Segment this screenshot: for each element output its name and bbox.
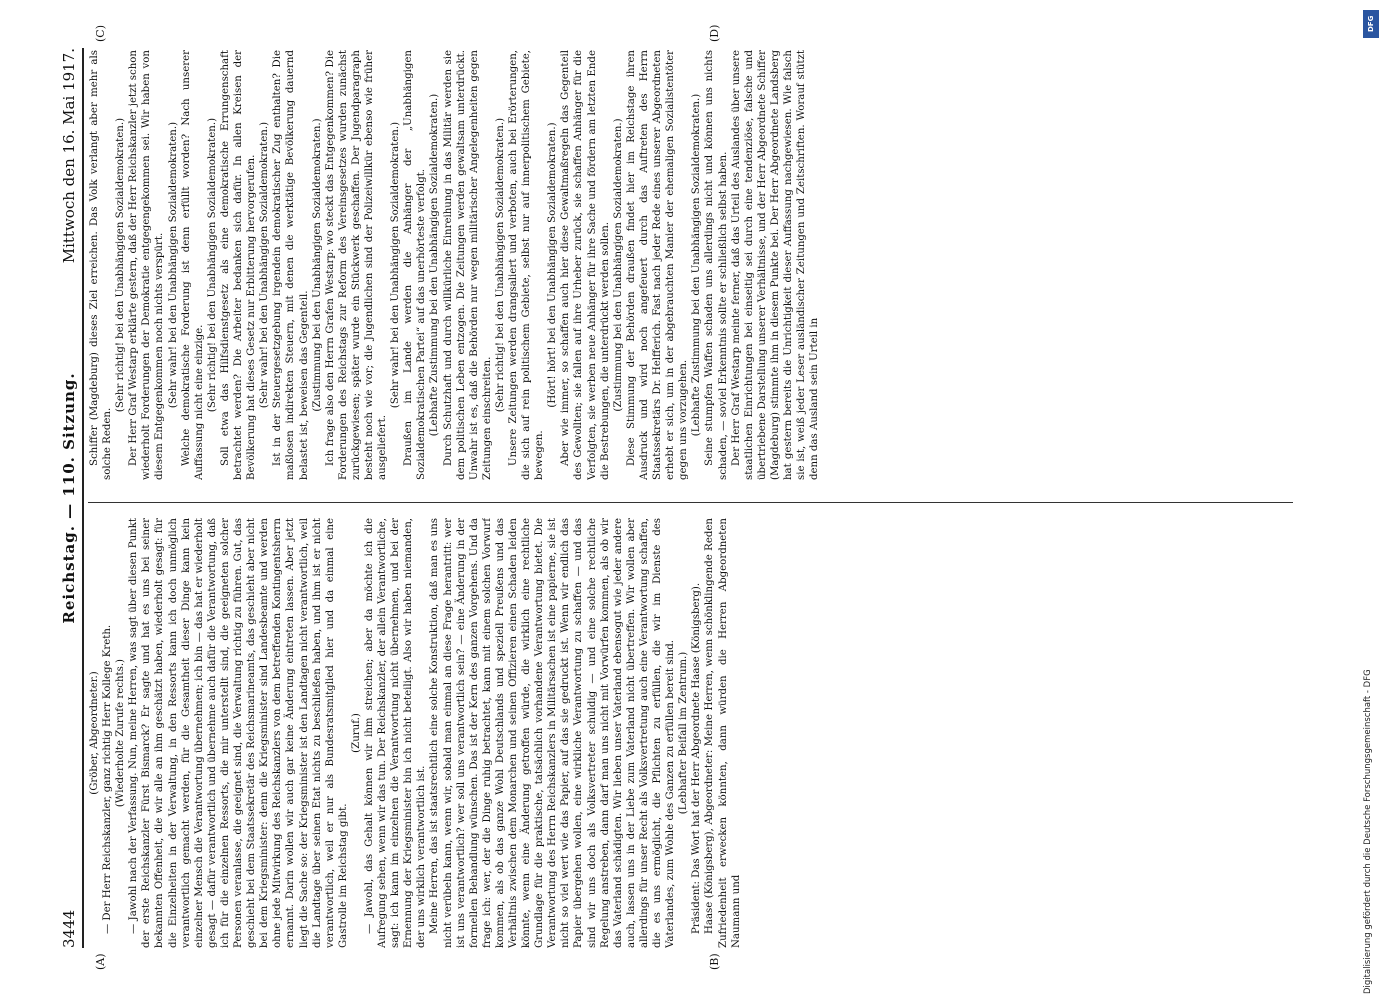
interjection: (Lebhafte Zustimmung bei den Unabhängigen Sozialdemokraten.) [429, 93, 441, 437]
interjection: (Sehr wahr! bei den Unabhängigen Sozialdemokraten.) [167, 121, 179, 409]
funding-note: Digitalisierung gefördert durch die Deutsche Forschungsgemeinschaft - DFG [1363, 669, 1373, 994]
dfg-sidebar [1363, 10, 1379, 995]
page-number: 3444 [60, 909, 78, 948]
rotated-newspaper-page [58, 24, 1328, 970]
interjection: (Sehr wahr! bei den Unabhängigen Sozialdemokraten.) [259, 121, 271, 409]
paragraph: — Jawohl nach der Verfassung. Nun, meine Herren, was sagt über diesen Punkt der erste Reichskanzler Fürst Bismarck? Er sagte und hat es uns bei seiner bekannten Offenheit, die wir alle an ihm geschätzt haben, wiederholt gesagt: für die Einzelheiten in der Verwaltung, in den Ressorts kann ich doch unmöglich verantwortlich gemacht werden, für die Gesamtheit dieser Dinge kann kein einzelner Mensch die Verantwortung übernehmen; ich bin — das hat er wiederholt gesagt — dafür verantwortlich und übernehme auch dafür die Verantwortung, daß ich für die einzelnen Ressorts, die mir unterstellt sind, die geeigneten solcher Personen veranlasse, die geeignet sind, die Verwaltung richtig zu führen. Gut, das geschieht bei dem Staatssekretär des Reichsmarineamts, das geschieht aber nicht bei dem Kriegsminister: denn die Kriegsminister sind Landesbeamte und werden ohne jede Mitwirkung des Reichskanzlers von dem betreffenden Kontingentsherrn ernannt. Darin wollen wir auch gar keine Änderung eintreten lassen. Aber jetzt liegt die Sache so: der Kriegsminister ist den Landtagen nicht verantwortlich, weil die Landtage über seinen Etat nichts zu beschließen haben, und ihm ist er nicht verantwortlich, weil er nur als Bundesratsmitglied hier und da einmal eine Gastrolle im Reichstag gibt. [128, 518, 349, 948]
paragraph: Der Herr Graf Westarp erklärte gestern, daß der Herr Reichskanzler jetzt schon wiederholt Forderungen der Demokratie entgegengekommen sei. Wir haben von diesem Entgegenkommen noch nichts verspürt. [128, 50, 166, 480]
session-title: Reichstag. — 110. Sitzung. [60, 372, 78, 624]
dfg-logo-icon: DFG [1363, 10, 1379, 38]
interjection: (Lebhafte Zustimmung bei den Unabhängigen Sozialdemokraten.) [691, 93, 703, 437]
paragraph: Ist in der Steuergesetzgebung irgendein demokratischer Zug enthalten? Die maßlosen indirekten Steuern, mit denen die werktätige Bevölkerung dauernd belastet ist, beweisen das Gegenteil. [272, 50, 310, 480]
interjection: (Sehr richtig! bei den Unabhängigen Sozialdemokraten.) [494, 117, 506, 413]
interjection: (Zustimmung bei den Unabhängigen Sozialdemokraten.) [311, 118, 323, 412]
interjection: (Zustimmung bei den Unabhängigen Sozialdemokraten.) [612, 118, 624, 412]
paragraph: Präsident: Das Wort hat der Herr Abgeordnete Haase (Königsberg). [691, 582, 703, 934]
interjection: (Sehr richtig! bei den Unabhängigen Sozialdemokraten.) [115, 117, 127, 413]
paragraph: — Der Herr Reichskanzler, ganz richtig Herr Kollege Kreth. [102, 624, 114, 934]
paragraph: Diese Stimmung der Behörden draußen findet hier im Reichstage ihren Ausdruck und wird noch angefeuert durch das Auftreten des Herrn Staatssekretärs Dr. Helfferich. Fast nach jeder Rede eines unserer Abgeordneten erhebt er sich, um in der abgebrauchten Manier der ehemaligen Sozialistentöter gegen uns vorzugehen. [625, 50, 690, 480]
paragraph: Soll etwa das Hilfsdienstgesetz als eine demokratische Errungenschaft betrachtet werden? Die Arbeiter bedanken sich dafür. In allen Kreisen der Bevölkerung hat dieses Gesetz nur Erbitterung hervorgerufen. [219, 50, 258, 480]
paragraph: Welche demokratische Forderung ist denn erfüllt worden? Nach unserer Auffassung nicht eine einzige. [180, 50, 205, 480]
column-divider [88, 502, 1293, 503]
right-text-column [88, 50, 1298, 480]
session-date: Mittwoch den 16. Mai 1917. [60, 48, 78, 264]
header-rule [82, 48, 84, 948]
paragraph: Seine stumpfen Waffen schaden uns allerdings nicht und können uns nichts schaden, — soviel Erkenntnis sollte er schließlich selbst haben. [704, 50, 729, 480]
speaker-heading: (Gröber, Abgeordneter.) [89, 671, 100, 795]
paragraph: Schiffer (Magdeburg) dieses Ziel erreichen. Das Volk verlangt aber mehr als solche Reden. [89, 50, 114, 480]
interjection: (Zuruf.) [350, 713, 362, 753]
page-header [58, 48, 80, 948]
paragraph: Aber wie immer, so schaffen auch hier diese Gewaltmaßregeln das Gegenteil des Gewollten; sie fallen auf ihre Urheber zurück, sie schaffen Anhänger für die Verfolgten, sie werben neue Anhänger für ihre Sache und fördern am letzten Ende die Bestrebungen, die unterdrückt werden sollen. [560, 50, 611, 480]
interjection: (Sehr richtig! bei den Unabhängigen Sozialdemokraten.) [206, 117, 218, 413]
paragraph: Haase (Königsberg), Abgeordneter: Meine Herren, wenn schönklingende Reden Zufriedenheit erwecken könnten, dann würden die Herren Abgeordneten Naumann und [704, 518, 742, 948]
interjection: (Wiederholte Zurufe rechts.) [115, 658, 127, 808]
interjection: (Sehr wahr! bei den Unabhängigen Sozialdemokraten.) [390, 121, 402, 409]
margin-mark-a: (A) [94, 953, 107, 970]
left-text-column [88, 518, 1298, 948]
paragraph: Ich frage also den Herrn Grafen Westarp: wo steckt das Entgegenkommen? Die Forderungen des Reichstags zur Reform des Vereinsgesetzes wurden zunächst zurückgewiesen; später wurde ein Stückwerk geschaffen. Der Jugendparagraph besteht noch wie vor; die Jugendlichen sind der Polizeiwillkür ebenso wie früher ausgeliefert. [324, 50, 389, 480]
paragraph: Meine Herren, das ist staatsrechtlich eine solche Konstruktion, daß man es uns nicht verübeln kann, wenn wir, sobald man einmal an diese Frage herantritt: wer ist uns verantwortlich? wer soll uns verantwortlich sein? — eine Änderung in der formellen Behandlung wünschen. Das ist der Kern des ganzen Vorgehens. Und da frage ich: wer, der die Dinge ruhig betrachtet, kann mit einem solchen Vorwurf kommen, als ob das ganze Wohl Deutschlands und speziell Preußens und das Verhältnis zwischen dem Monarchen und seinen Offizieren einen Schaden leiden könnte, wenn eine Änderung getroffen würde, die wirklich eine rechtliche Grundlage für die praktische, tatsächlich vorhandene Verantwortung bietet. Die Verantwortung des Herrn Reichskanzlers in Militärsachen ist eine papierne, sie ist nicht so viel wert wie das Papier, auf das sie gedruckt ist. Wenn wir endlich das Papier übergehen wollen, eine wirkliche Verantwortung zu schaffen — und das sind wir uns doch als Volksvertreter schuldig — und eine solche rechtliche Regelung anstreben, dann darf man uns nicht mit Vorwürfen kommen, als ob wir das Vaterland schädigten. Wir lieben unser Vaterland ebensogut wie jeder andere auch, lassen uns in der Liebe zum Vaterland nicht übertreffen. Wir wollen aber allerdings für unser Recht als Volksvertretung auch eine Verantwortung schaffen, die es uns ermöglicht, die Pflichten zu erfüllen, die wir im Dienste des Vaterlandes, zum Wohle des Ganzen zu erfüllen bereit sind. [429, 518, 677, 948]
paragraph: Draußen im Lande werden die Anhänger der „Unabhängigen Sozialdemokratischen Partei“ auf das unerhörteste verfolgt. [403, 50, 428, 480]
paragraph: — Jawohl, das Gehalt können wir ihm streichen; aber da möchte ich die Aufregung sehen, wenn wir das tun. Der Reichskanzler, der allein Verantwortliche, sagt: ich kann im einzelnen die Verantwortung nicht übernehmen, und bei der Ernennung der Kriegsminister bin ich nicht beteiligt. Also wir haben niemanden, der uns wirklich verantwortlich ist. [363, 518, 428, 948]
margin-mark-b: (B) [708, 953, 721, 970]
margin-mark-d: (D) [708, 24, 721, 42]
paragraph: Durch Schutzhaft und durch willkürliche Einreihung in das Militär werden sie dem politischen Leben entzogen. Die Zeitungen werden gewaltsam unterdrückt. Unwahr ist es, daß die Behörden nur wegen militärischer Angelegenheiten gegen Zeitungen einschreiten. [442, 50, 493, 480]
interjection: (Lebhafter Beifall im Zentrum.) [678, 651, 690, 815]
interjection: (Hört! hört! bei den Unabhängigen Sozialdemokraten.) [547, 122, 559, 408]
paragraph: Der Herr Graf Westarp meinte ferner, daß das Urteil des Auslandes über unsere staatlichen Einrichtungen bei einseitig sei durch eine tendenziöse, falsche und übertriebene Darstellung unserer Verhältnisse, und der Herr Abgeordnete Schiffer (Magdeburg) stimmte ihm in diesem Punkte bei. Der Herr Abgeordnete Landsberg hat gestern bereits die Unrichtigkeit dieser Auffassung nachgewiesen. Wie falsch sie ist, weiß jeder Leser ausländischer Zeitungen und Zeitschriften. Worauf stützt denn das Ausland sein Urteil in [730, 50, 821, 480]
margin-mark-c: (C) [94, 25, 107, 42]
paragraph: Unsere Zeitungen werden drangsaliert und verboten, auch bei Erörterungen, die sich auf rein politischem Gebiete, selbst nur auf innerpolitischem Gebiete, bewegen. [508, 50, 546, 480]
